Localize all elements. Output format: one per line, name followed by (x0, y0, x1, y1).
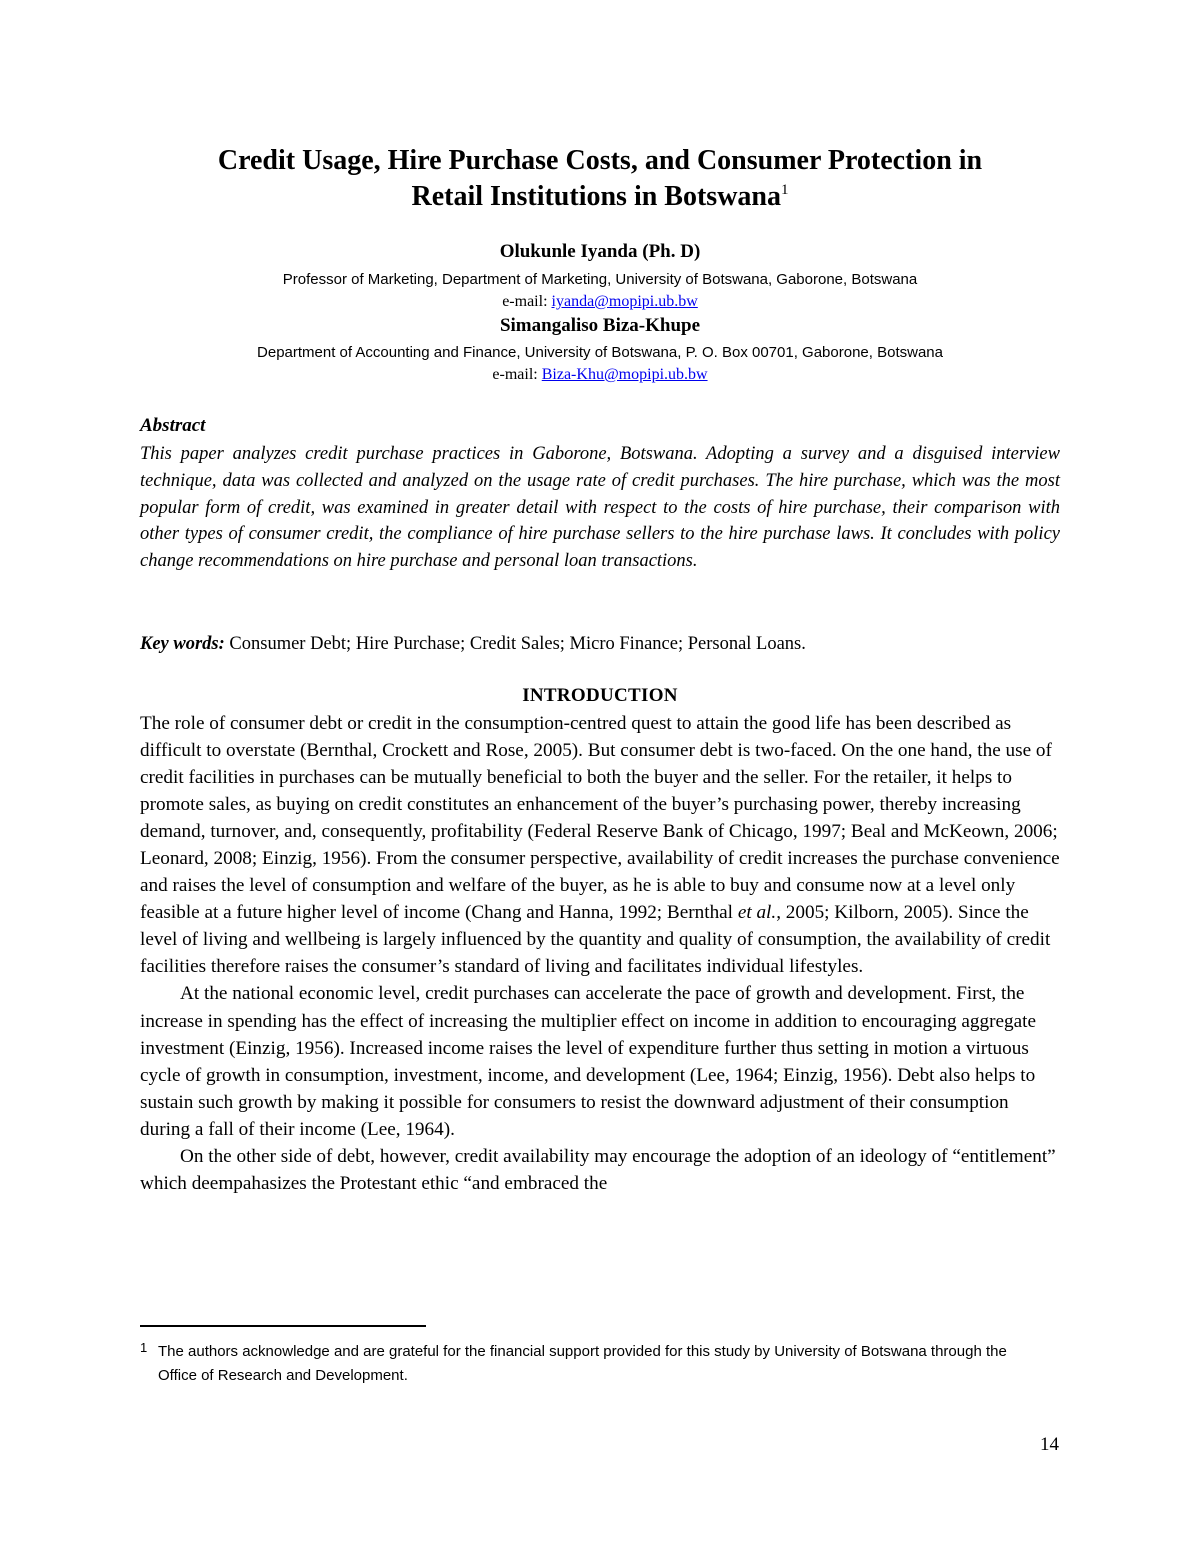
footnote-divider (140, 1325, 426, 1327)
footnote-mark: 1 (140, 1340, 148, 1355)
introduction-body (140, 710, 1060, 1197)
title-footnote-mark[interactable]: 1 (781, 182, 789, 198)
keywords-label: Key words: (140, 634, 225, 654)
intro-p1-part-a: The role of consumer debt or credit in the consumption-centred quest to attain the good life has been described as difficult to overstate (Bernthal, Crockett and Rose, 2005). But consumer debt is two-faced. On the one hand, the use of credit facilities in purchases can be mutually beneficial to both the buyer and the seller. For the retailer, it helps to promote sales, as buying on credit constitutes an enhancement of the buyer’s purchasing power, thereby increasing demand, turnover, and, consequently, profitability (Federal Reserve Bank of Chicago, 1997; Beal and McKeown, 2006; Leonard, 2008; Einzig, 1956). From the consumer perspective, availability of credit increases the purchase convenience and raises the level of consumption and welfare of the buyer, as he is able to buy and consume now at a level only feasible at a future higher level of income (Chang and Hanna, 1992; Bernthal (140, 713, 1060, 924)
author-name-2: Simangaliso Biza-Khupe (499, 315, 701, 336)
author-affiliation-1: Professor of Marketing, Department of Marketing, University of Botswana, Gaborone, Botswana (282, 271, 918, 288)
footnote (140, 1340, 1040, 1388)
intro-paragraph-2: At the national economic level, credit purchases can accelerate the pace of growth and development. First, the increase in spending has the effect of increasing the multiplier effect on income in addition to encouraging aggregate investment (Einzig, 1956). Increased income raises the level of expenditure further thus setting in motion a virtuous cycle of growth in consumption, investment, income, and development (Lee, 1964; Einzig, 1956). Debt also helps to sustain such growth by making it possible for consumers to resist the downward adjustment of their consumption during a fall of their income (Lee, 1964). (140, 983, 1036, 1140)
paper-title (140, 143, 1060, 215)
author-email-2 (140, 365, 1060, 385)
introduction-heading: INTRODUCTION (522, 685, 678, 706)
keywords (140, 632, 1060, 656)
title-line-2: Retail Institutions in Botswana (411, 181, 781, 212)
email-link-2[interactable]: Biza-Khu@mopipi.ub.bw (541, 366, 708, 383)
page-number: 14 (1040, 1434, 1059, 1455)
intro-p1-part-b: , 2005; Kilborn, 2005). Since the level of living and wellbeing is largely influenced by the quantity and quality of consumption, the availability of credit facilities therefore raises the consumer’s standard of living and facilitates individual lifestyles. (140, 902, 1051, 978)
abstract-heading: Abstract (140, 415, 206, 436)
intro-p1-etal: et al. (737, 902, 777, 924)
author-email-1 (140, 292, 1060, 312)
intro-paragraph-1 (140, 710, 1060, 980)
intro-paragraph-3: On the other side of debt, however, credit availability may encourage the adoption of an ideology of “entitlement” which deempahasizes the Protestant ethic “and embraced the (140, 1145, 1056, 1194)
title-line-1: Credit Usage, Hire Purchase Costs, and Consumer Protection in (217, 145, 983, 176)
footnote-text: The authors acknowledge and are grateful for the financial support provided for this study by University of Botswana through the Office of Research and Development. (158, 1343, 1007, 1384)
author-name-1: Olukunle Iyanda (Ph. D) (499, 241, 701, 262)
email-label-1: e-mail: (502, 293, 552, 310)
keywords-text: Consumer Debt; Hire Purchase; Credit Sales; Micro Finance; Personal Loans. (224, 634, 806, 654)
abstract-text: This paper analyzes credit purchase practices in Gaborone, Botswana. Adopting a survey and a disguised interview technique, data was collected and analyzed on the usage rate of credit purchases. The hire purchase, which was the most popular form of credit, was examined in greater detail with respect to the costs of hire purchase, their comparison with other types of consumer credit, the compliance of hire purchase sellers to the hire purchase laws. It concludes with policy change recommendations on hire purchase and personal loan transactions. (140, 444, 1060, 572)
email-link-1[interactable]: iyanda@mopipi.ub.bw (551, 293, 698, 310)
email-label-2: e-mail: (492, 366, 542, 383)
author-affiliation-2: Department of Accounting and Finance, University of Botswana, P. O. Box 00701, Gaborone, Botswana (257, 344, 943, 361)
